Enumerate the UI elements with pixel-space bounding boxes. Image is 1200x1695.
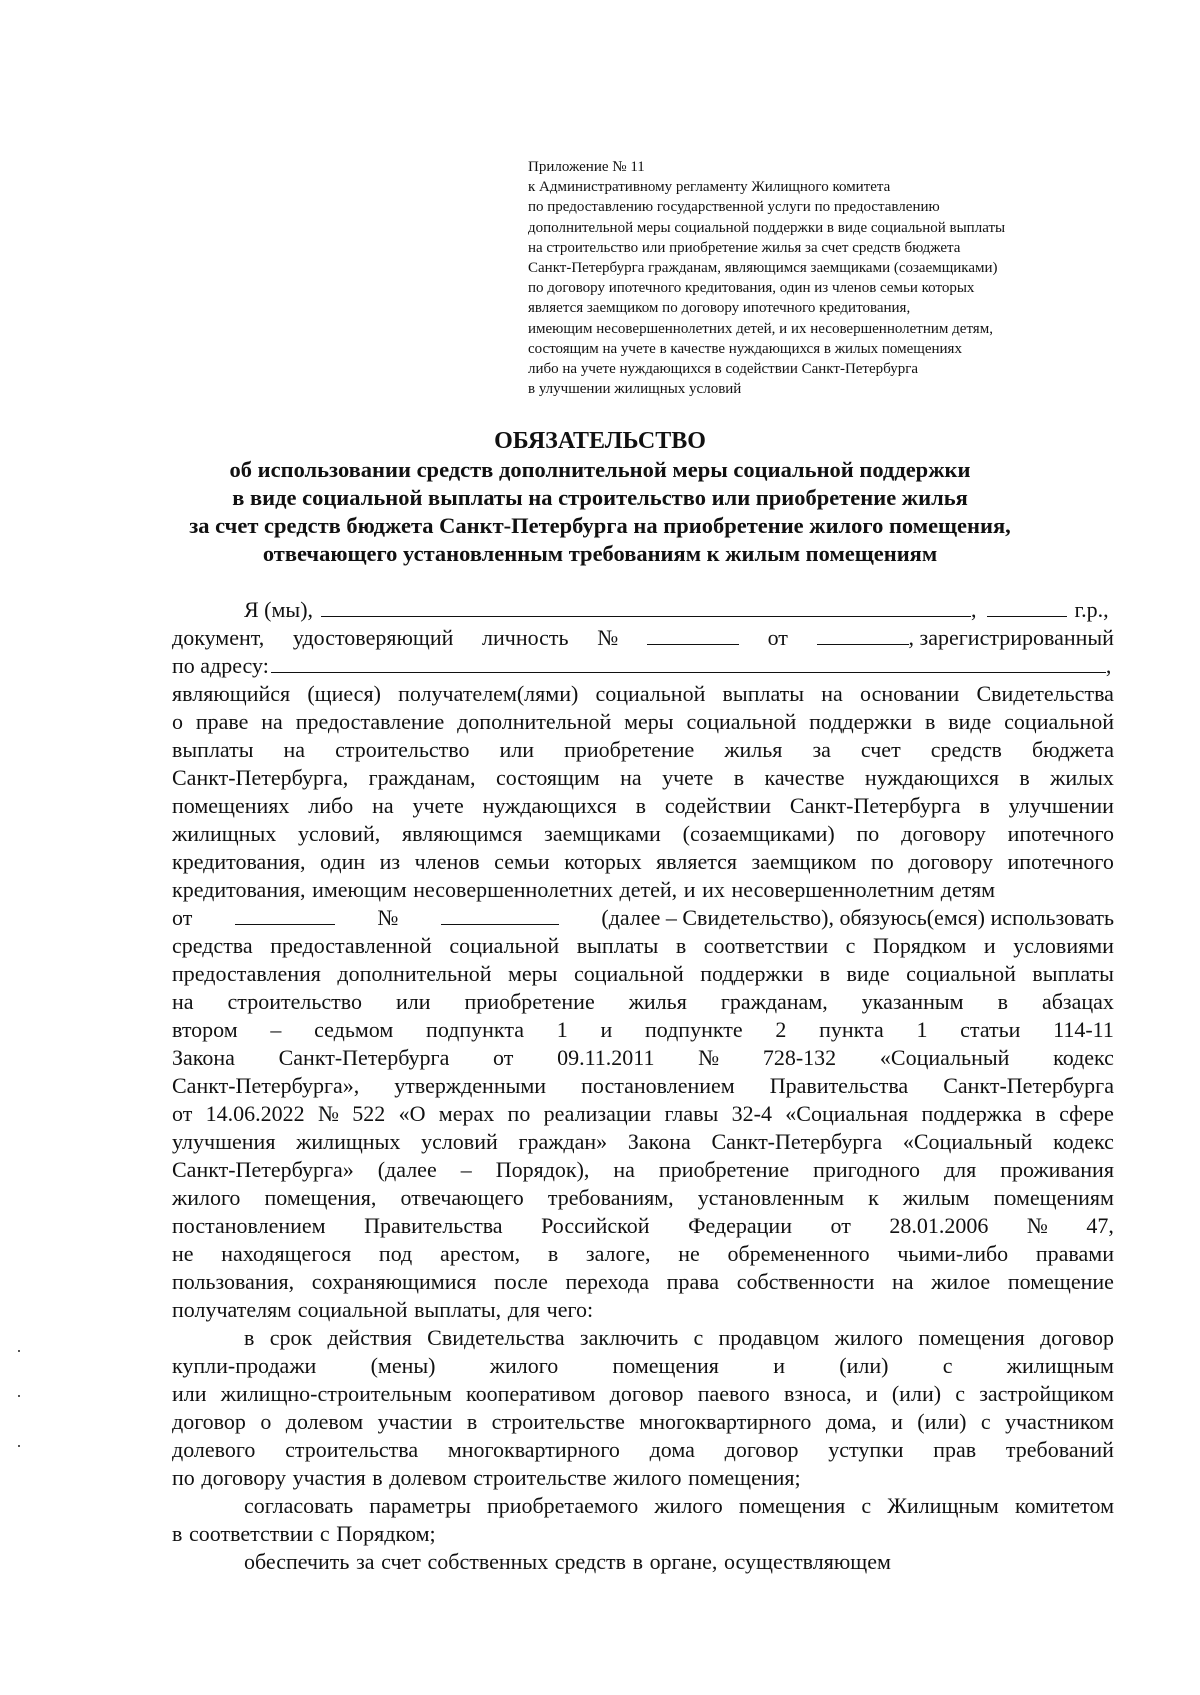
title-main: ОБЯЗАТЕЛЬСТВО bbox=[494, 428, 706, 454]
annex-line: является заемщиком по договору ипотечного кредитования, bbox=[528, 300, 911, 317]
title-subline: в виде социальной выплаты на строительство или приобретение жилья bbox=[232, 485, 968, 510]
annex-line: состоящим на учете в качестве нуждающихся в жилых помещениях bbox=[528, 340, 962, 357]
document-date-field[interactable] bbox=[817, 624, 909, 645]
id-document-line: документ, удостоверяющий личность № от , зарегистрированный bbox=[172, 625, 1114, 650]
text-line: помещениях либо на учете нуждающихся в содействии Санкт-Петербурга в улучшении bbox=[172, 793, 1114, 818]
text-line: Санкт-Петербурга, гражданам, состоящим на учете в качестве нуждающихся в жилых bbox=[172, 765, 1114, 790]
text-line: получателям социальной выплаты, для чего: bbox=[172, 1297, 594, 1322]
name-field[interactable] bbox=[321, 596, 971, 617]
annex-line: имеющим несовершеннолетних детей, и их несовершеннолетним детям, bbox=[528, 320, 993, 337]
text-line: пользования, сохраняющимися после перехода права собственности на жилое помещение bbox=[172, 1269, 1114, 1294]
certificate-number-field[interactable] bbox=[441, 904, 559, 925]
birth-year-field[interactable] bbox=[987, 596, 1067, 617]
text-line: жилого помещения, отвечающего требованиям, установленным к жилым помещениям bbox=[172, 1185, 1114, 1210]
text-line: кредитования, один из членов семьи которых является заемщиком по договору ипотечного bbox=[172, 849, 1114, 874]
document-number-field[interactable] bbox=[647, 624, 739, 645]
annex-line: на строительство или приобретение жилья за счет средств бюджета bbox=[528, 239, 961, 256]
title-subline: отвечающего установленным требованиям к жилым помещениям bbox=[262, 541, 938, 566]
paragraph-obligation bbox=[172, 932, 1114, 1324]
text-line: кредитования, имеющим несовершеннолетних детей, и их несовершеннолетним детям bbox=[172, 877, 996, 902]
text-line: о праве на предоставление дополнительной меры социальной поддержки в виде социальной bbox=[172, 709, 1114, 734]
text-line: в срок действия Свидетельства заключить с продавцом жилого помещения договор bbox=[244, 1325, 1114, 1350]
text-line: не находящегося под арестом, в залоге, не обремененного чьими-либо правами bbox=[172, 1241, 1114, 1266]
text-line: средства предоставленной социальной выплаты в соответствии с Порядком и условиями bbox=[172, 933, 1114, 958]
text-line: обеспечить за счет собственных средств в органе, осуществляющем bbox=[244, 1549, 891, 1574]
text-line: Санкт-Петербурга» (далее – Порядок), на приобретение пригодного для проживания bbox=[172, 1157, 1114, 1182]
text-line: выплаты на строительство или приобретение жилья за счет средств бюджета bbox=[172, 737, 1114, 762]
text-line: являющийся (щиеся) получателем(лями) социальной выплаты на основании Свидетельства bbox=[172, 681, 1114, 706]
title-subline: об использовании средств дополнительной меры социальной поддержки bbox=[229, 457, 971, 482]
text-line: улучшения жилищных условий граждан» Закона Санкт-Петербурга «Социальный кодекс bbox=[172, 1129, 1114, 1154]
text-line: или жилищно-строительным кооперативом договор паевого взноса, и (или) с застройщиком bbox=[172, 1381, 1114, 1406]
annex-line: по предоставлению государственной услуги по предоставлению bbox=[528, 199, 940, 216]
annex-line: к Административному регламенту Жилищного комитета bbox=[528, 179, 891, 196]
paragraph-recipient bbox=[172, 680, 1114, 904]
annex-line: по договору ипотечного кредитования, один из членов семьи которых bbox=[528, 280, 975, 297]
text-line: Санкт-Петербурга», утвержденными постановлением Правительства Санкт-Петербурга bbox=[172, 1073, 1114, 1098]
scan-dot bbox=[18, 1350, 20, 1352]
title-subline: за счет средств бюджета Санкт-Петербурга на приобретение жилого помещения, bbox=[189, 513, 1011, 538]
text-line: договор о долевом участии в строительстве многоквартирного дома, и (или) с участником bbox=[172, 1409, 1114, 1434]
paragraph-funds bbox=[172, 1548, 1114, 1576]
text-line: купли-продажи (мены) жилого помещения и (или) с жилищным bbox=[172, 1353, 1114, 1378]
text-line: по договору участия в долевом строительстве жилого помещения; bbox=[172, 1465, 801, 1490]
paragraph-agreement bbox=[172, 1492, 1114, 1548]
text-line: на строительство или приобретение жилья гражданам, указанным в абзацах bbox=[172, 989, 1114, 1014]
text-line: предоставления дополнительной меры социальной поддержки в виде социальной выплаты bbox=[172, 961, 1114, 986]
annex-line: Санкт-Петербурга гражданам, являющимся заемщиками (созаемщиками) bbox=[528, 260, 998, 277]
paragraph-contract bbox=[172, 1324, 1114, 1492]
document-title bbox=[140, 426, 1060, 568]
scan-dot bbox=[18, 1445, 20, 1447]
certificate-line: от № (далее – Свидетельство), обязуюсь(емся) использовать bbox=[172, 905, 1114, 930]
text-line: жилищных условий, являющимся заемщиками (созаемщиками) по договору ипотечного bbox=[172, 821, 1114, 846]
text-line: от 14.06.2022 № 522 «О мерах по реализации главы 32-4 «Социальная поддержка в сфере bbox=[172, 1101, 1114, 1126]
address-field[interactable] bbox=[271, 652, 1106, 673]
annex-line: дополнительной меры социальной поддержки в виде социальной выплаты bbox=[528, 219, 1006, 236]
text-line: втором – седьмом подпункта 1 и подпункте 2 пункта 1 статьи 114-11 bbox=[172, 1017, 1114, 1042]
text-line: постановлением Правительства Российской Федерации от 28.01.2006 № 47, bbox=[172, 1213, 1114, 1238]
annex-line: либо на учете нуждающихся в содействии Санкт-Петербурга bbox=[528, 361, 919, 378]
document-body bbox=[172, 596, 1114, 1576]
applicant-line: Я (мы), , г.р., bbox=[244, 597, 1109, 622]
scan-dot bbox=[18, 1395, 20, 1397]
text-line: долевого строительства многоквартирного дома договор уступки прав требований bbox=[172, 1437, 1114, 1462]
text-line: согласовать параметры приобретаемого жилого помещения с Жилищным комитетом bbox=[244, 1493, 1114, 1518]
annex-header bbox=[528, 157, 1168, 399]
text-line: Закона Санкт-Петербурга от 09.11.2011 № 728-132 «Социальный кодекс bbox=[172, 1045, 1114, 1070]
annex-line: Приложение № 11 bbox=[528, 159, 645, 175]
address-line: по адресу: , bbox=[172, 653, 1112, 678]
annex-line: в улучшении жилищных условий bbox=[528, 381, 742, 398]
certificate-date-field[interactable] bbox=[235, 904, 335, 925]
text-line: в соответствии с Порядком; bbox=[172, 1521, 436, 1546]
